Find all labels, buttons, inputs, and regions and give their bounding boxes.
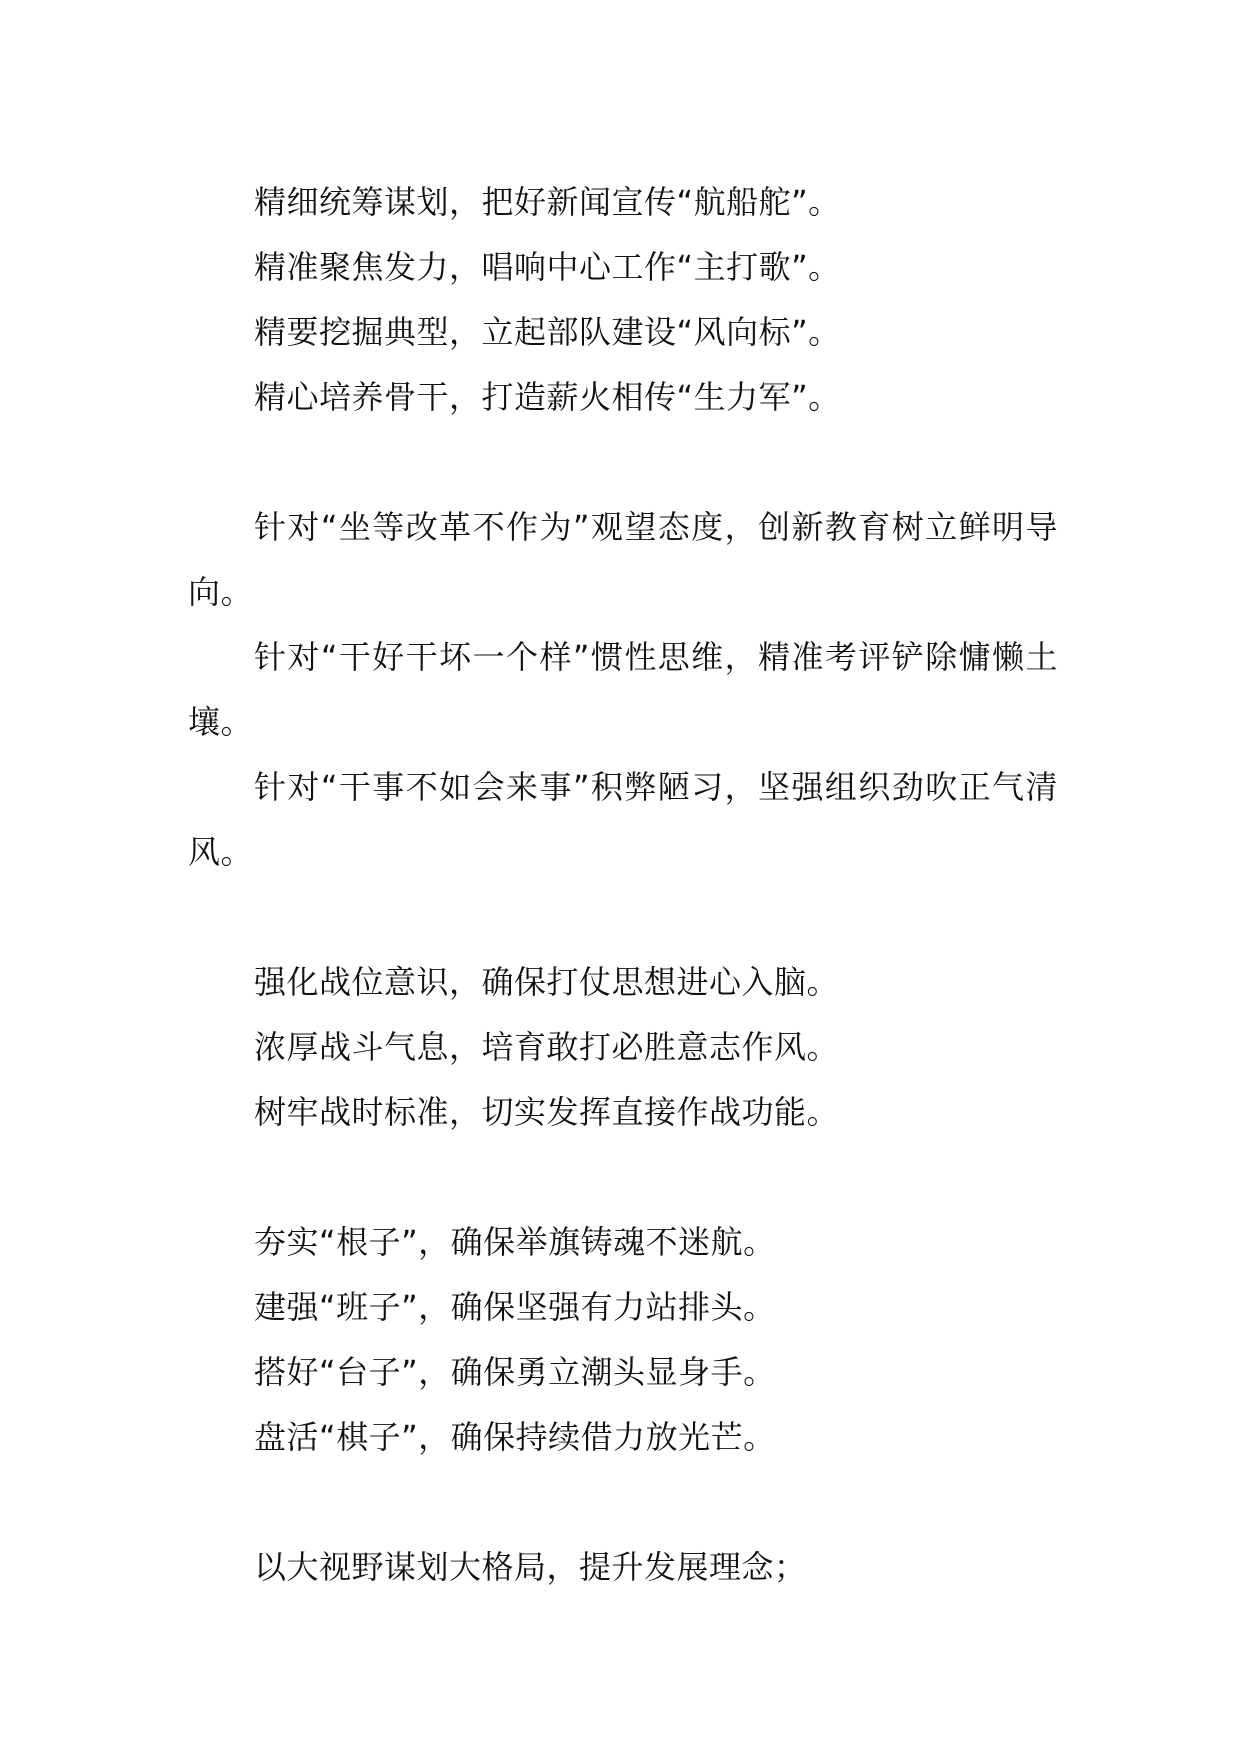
text-line: 树牢战时标准，切实发挥直接作战功能。 (254, 1093, 840, 1131)
document-body (188, 170, 1058, 1600)
text-line: 精准聚焦发力，唱响中心工作“主打歌”。 (254, 248, 841, 286)
section-zi-headlines (188, 1210, 1058, 1470)
text-paragraph: 针对“坐等改革不作为”观望态度，创新教育树立鲜明导向。 (188, 508, 1058, 611)
text-line: 搭好“台子”，确保勇立潮头显身手。 (254, 1353, 776, 1391)
text-line: 精细统筹谋划，把好新闻宣传“航船舵”。 (254, 183, 841, 221)
section-gap (188, 1145, 1058, 1210)
section-jing-headlines (188, 170, 1058, 430)
text-paragraph: 针对“干事不如会来事”积弊陋习，坚强组织劲吹正气清风。 (188, 768, 1058, 871)
text-line: 强化战位意识，确保打仗思想进心入脑。 (254, 963, 840, 1001)
text-line: 精心培养骨干，打造薪火相传“生力军”。 (254, 378, 841, 416)
text-line: 盘活“棋子”，确保持续借力放光芒。 (254, 1418, 776, 1456)
section-da-headlines (188, 1535, 1058, 1600)
text-line: 以大视野谋划大格局，提升发展理念； (254, 1548, 807, 1586)
section-zhanwei-headlines (188, 950, 1058, 1145)
text-line: 建强“班子”，确保坚强有力站排头。 (254, 1288, 776, 1326)
text-line: 浓厚战斗气息，培育敢打必胜意志作风。 (254, 1028, 840, 1066)
text-line: 夯实“根子”，确保举旗铸魂不迷航。 (254, 1223, 776, 1261)
text-paragraph: 针对“干好干坏一个样”惯性思维，精准考评铲除慵懒土壤。 (188, 638, 1058, 741)
section-gap (188, 430, 1058, 495)
section-zhendui-headlines (188, 495, 1058, 885)
section-gap (188, 885, 1058, 950)
section-gap (188, 1470, 1058, 1535)
text-line: 精要挖掘典型，立起部队建设“风向标”。 (254, 313, 841, 351)
